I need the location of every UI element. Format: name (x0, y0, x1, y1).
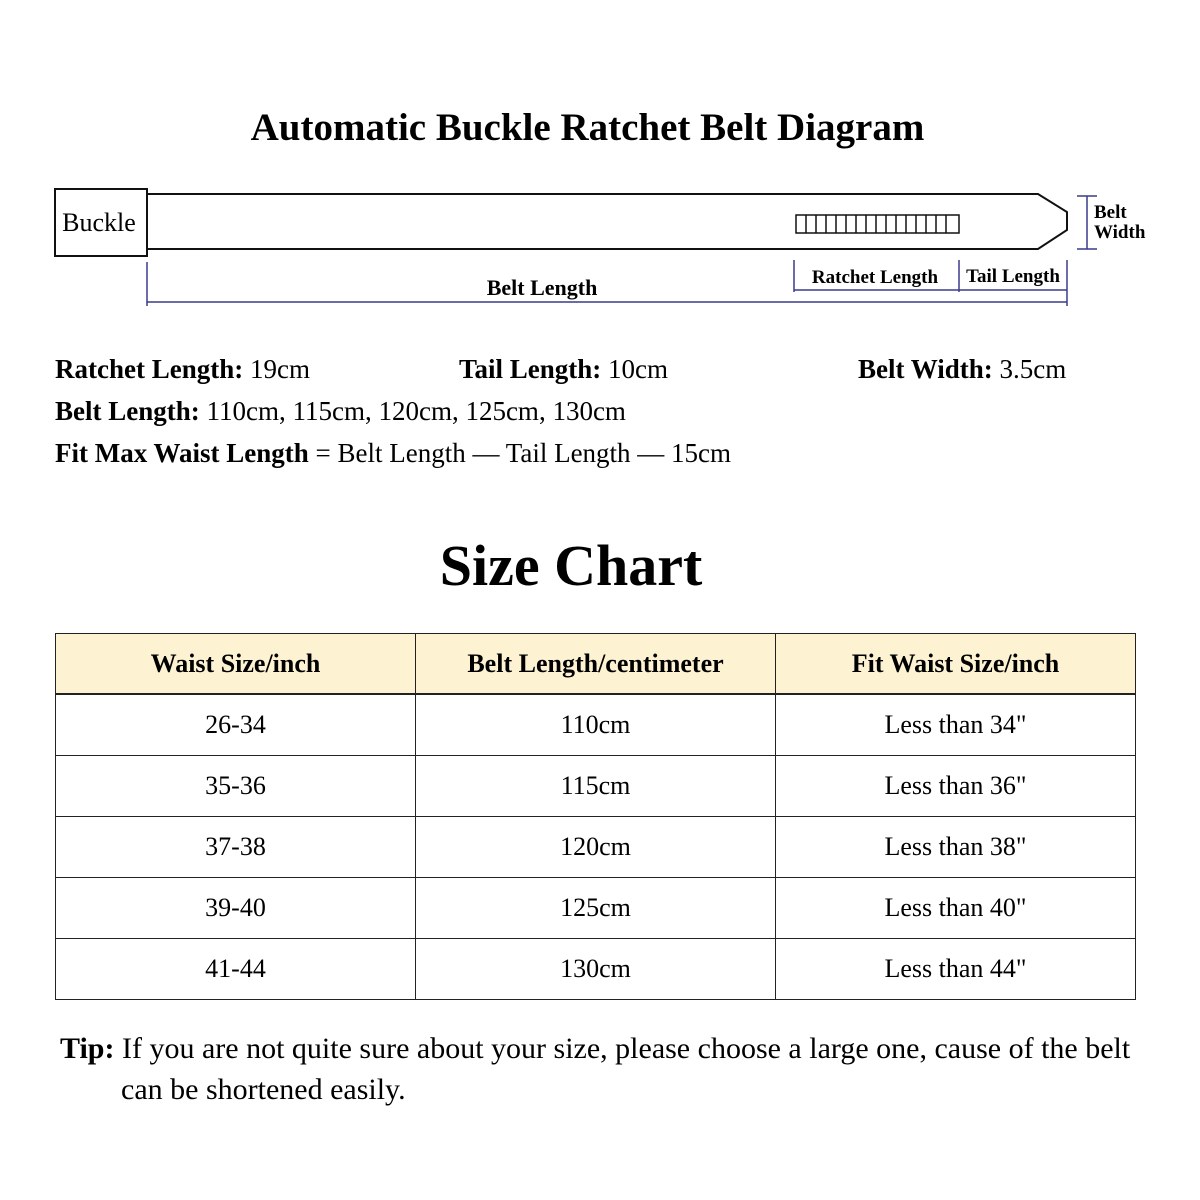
tip-text (60, 1028, 1140, 1110)
waist-size-cell: 41-44 (56, 939, 416, 1000)
waist-size-cell: 35-36 (56, 756, 416, 817)
table-row (56, 939, 1136, 1000)
header-waist-size: Waist Size/inch (56, 634, 416, 695)
tail-length-label: Tail Length (966, 266, 1060, 287)
specs-row-3 (55, 432, 1155, 474)
belt-length-cell: 125cm (416, 878, 776, 939)
belt-specs (55, 348, 1155, 474)
specs-row-2 (55, 390, 1155, 432)
header-fit-waist: Fit Waist Size/inch (776, 634, 1136, 695)
fit-waist-cell: Less than 34" (776, 694, 1136, 756)
belt-strap (147, 194, 1067, 249)
belt-length-label: Belt Length (486, 275, 598, 300)
table-row (56, 878, 1136, 939)
table-row (56, 756, 1136, 817)
belt-width-label-line1: Belt (1094, 202, 1127, 223)
tip-note (60, 1028, 1140, 1110)
fit-waist-cell: Less than 38" (776, 817, 1136, 878)
belt-length-cell: 130cm (416, 939, 776, 1000)
ratchet-spec: Ratchet Length: 19cm (55, 354, 310, 384)
fit-waist-cell: Less than 36" (776, 756, 1136, 817)
size-table (55, 633, 1136, 1000)
belt-length-cell: 110cm (416, 694, 776, 756)
table-row (56, 817, 1136, 878)
belt-length-spec: Belt Length: 110cm, 115cm, 120cm, 125cm, 130cm (55, 396, 626, 426)
header-belt-length: Belt Length/centimeter (416, 634, 776, 695)
belt-width-label-line2: Width (1094, 222, 1146, 243)
tail-spec: Tail Length: 10cm (459, 354, 669, 384)
belt-diagram (0, 170, 1200, 330)
size-chart-title: Size Chart (439, 533, 703, 598)
belt-length-cell: 115cm (416, 756, 776, 817)
waist-size-cell: 26-34 (56, 694, 416, 756)
tip-label: Tip: (60, 1032, 115, 1065)
tip-body: If you are not quite sure about your size, please choose a large one, cause of the belt can be shortened easily. (114, 1032, 1131, 1106)
ratchet-length-label: Ratchet Length (811, 267, 939, 288)
page-title: Automatic Buckle Ratchet Belt Diagram (250, 106, 925, 149)
specs-row-1 (55, 348, 1155, 390)
width-spec: Belt Width: 3.5cm (858, 354, 1067, 384)
waist-size-cell: 39-40 (56, 878, 416, 939)
table-row (56, 694, 1136, 756)
belt-length-cell: 120cm (416, 817, 776, 878)
table-header-row (56, 634, 1136, 695)
fit-formula: Fit Max Waist Length = Belt Length — Tail Length — 15cm (55, 438, 732, 468)
fit-waist-cell: Less than 40" (776, 878, 1136, 939)
waist-size-cell: 37-38 (56, 817, 416, 878)
fit-waist-cell: Less than 44" (776, 939, 1136, 1000)
buckle-label: Buckle (62, 208, 136, 237)
